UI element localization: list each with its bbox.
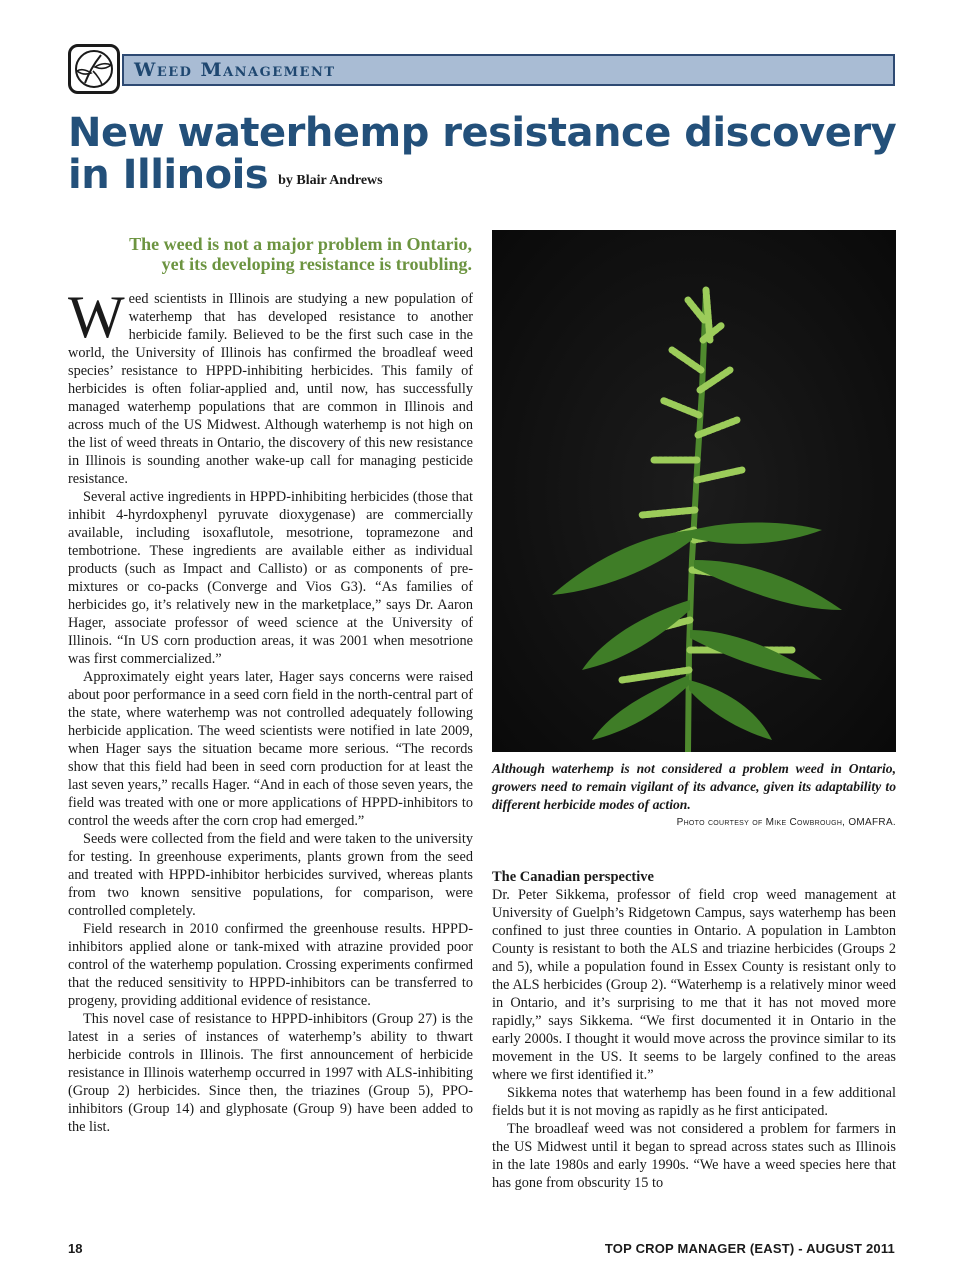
page-number: 18	[68, 1241, 83, 1256]
deck-line-2: yet its developing resistance is troubling.	[161, 254, 472, 274]
body-column-right	[492, 868, 896, 1192]
weed-leaf-icon	[71, 47, 117, 91]
drop-cap: W	[68, 284, 125, 350]
body-paragraph: Several active ingredients in HPPD-inhibiting herbicides (those that inhibit 4-hyrdoxphenyl pyruvate dioxygenase) are commercially available, including isoxaflutole, mesotrione, topramezone and tembotrione. These ingredients are available either as individual products (such as Impact and Callisto) or as components of pre-mixtures or co-packs (Converge and Vios G3). “As families of herbicides go, it’s relatively new in the marketplace,” says Dr. Aaron Hager, associate professor of weed science at the University of Illinois. “In US corn production areas, it was 2001 when mesotrione was first commercialized.”	[68, 489, 473, 667]
body-column-left	[68, 284, 473, 1136]
paragraph-text: eed scientists in Illinois are studying a new population of waterhemp that has developed resistance to another herbicide family. Believed to be the first such case in the world, the University of Illinois has confirmed the broadleaf weed species’ resistance to HPPD-inhibiting herbicides. This family of herbicides is often foliar-applied and, until now, has successfully managed waterhemp populations that are common in Illinois and across much of the US Midwest. Although waterhemp is not high on the list of weed threats in Ontario, the discovery of this new resistance in Illinois is sounding another wake-up call for managing pesticide resistance.	[68, 291, 473, 487]
body-paragraph	[68, 284, 473, 488]
title-line-1: New waterhemp resistance discovery	[68, 110, 897, 156]
title-line-2-text: in Illinois	[68, 152, 269, 198]
article-deck	[80, 234, 472, 274]
section-header-band	[122, 54, 895, 86]
body-paragraph: Seeds were collected from the field and were taken to the university for testing. In greenhouse experiments, plants grown from the seed and treated with HPPD-inhibitor herbicides survived, whereas plants from two known sensitive populations, for comparison, were controlled completely.	[68, 831, 473, 919]
body-paragraph: Dr. Peter Sikkema, professor of field crop weed management at University of Guelph’s Ridgetown Campus, says waterhemp has been confined to just three counties in Ontario. A population in Lambton County is resistant to both the ALS and triazine herbicides (Groups 2 and 5), while a population found in Essex County is resistant only to the ALS herbicides (Group 2). “Waterhemp is a relatively minor weed in Ontario, and it’s surprising to me that it has not moved more rapidly,” says Sikkema. “We first documented it in Ontario in the early 2000s. I thought it would move across the province similar to its movement in the US. It seems to be largely confined to the areas where we first identified it.”	[492, 887, 896, 1083]
section-logo	[68, 44, 120, 94]
body-paragraph: Sikkema notes that waterhemp has been found in a few additional fields but it is not moving as rapidly as he first anticipated.	[492, 1085, 896, 1119]
publication-footer: TOP CROP MANAGER (EAST) - AUGUST 2011	[604, 1241, 895, 1256]
section-label: Weed Management	[134, 59, 336, 81]
title-line-2	[68, 154, 908, 202]
body-paragraph: The broadleaf weed was not considered a problem for farmers in the US Midwest until it began to spread across states such as Illinois in the late 1980s and early 1990s. “We have a weed species here that has gone from obscurity 15 to	[492, 1121, 896, 1191]
subheading: The Canadian perspective	[492, 869, 654, 885]
body-paragraph: Approximately eight years later, Hager says concerns were raised about poor performance in a seed corn field in the north-central part of the state, where waterhemp was not controlled adequately following herbicide application. The weed scientists were notified in late 2009, when Hager says the situation became more serious. “The records show that this field had been in seed corn production for at least the last seven years,” recalls Hager. “And in each of those seven years, the field was treated with one or more applications of HPPD-inhibitors to control the weeds after the corn crop had emerged.”	[68, 669, 473, 829]
photo-credit: Photo courtesy of Mike Cowbrough, OMAFRA.	[676, 817, 896, 828]
body-paragraph: Field research in 2010 confirmed the greenhouse results. HPPD-inhibitors applied alone or tank-mixed with atrazine provided poor control of the waterhemp population. Crossing experiments confirmed that the reduced sensitivity to HPPD-inhibitors can be transferred to progeny, providing additional evidence of resistance.	[68, 921, 473, 1009]
deck-line-1: The weed is not a major problem in Ontario,	[129, 234, 472, 254]
article-title	[68, 112, 908, 202]
photo-caption: Although waterhemp is not considered a problem weed in Ontario, growers need to remain vigilant of its advance, given its adaptability to different herbicide modes of action.	[492, 761, 896, 812]
byline: by Blair Andrews	[278, 173, 383, 188]
waterhemp-photo	[492, 230, 896, 752]
waterhemp-plant-icon	[492, 230, 896, 752]
body-paragraph: This novel case of resistance to HPPD-inhibitors (Group 27) is the latest in a series of instances of waterhemp’s ability to thwart herbicide controls in Illinois. The first announcement of herbicide resistance in Illinois waterhemp occurred in 1997 with ALS-inhibiting (Group 2) herbicides. Since then, the triazines (Group 5), PPO-inhibitors (Group 14) and glyphosate (Group 9) have been added to the list.	[68, 1011, 473, 1135]
